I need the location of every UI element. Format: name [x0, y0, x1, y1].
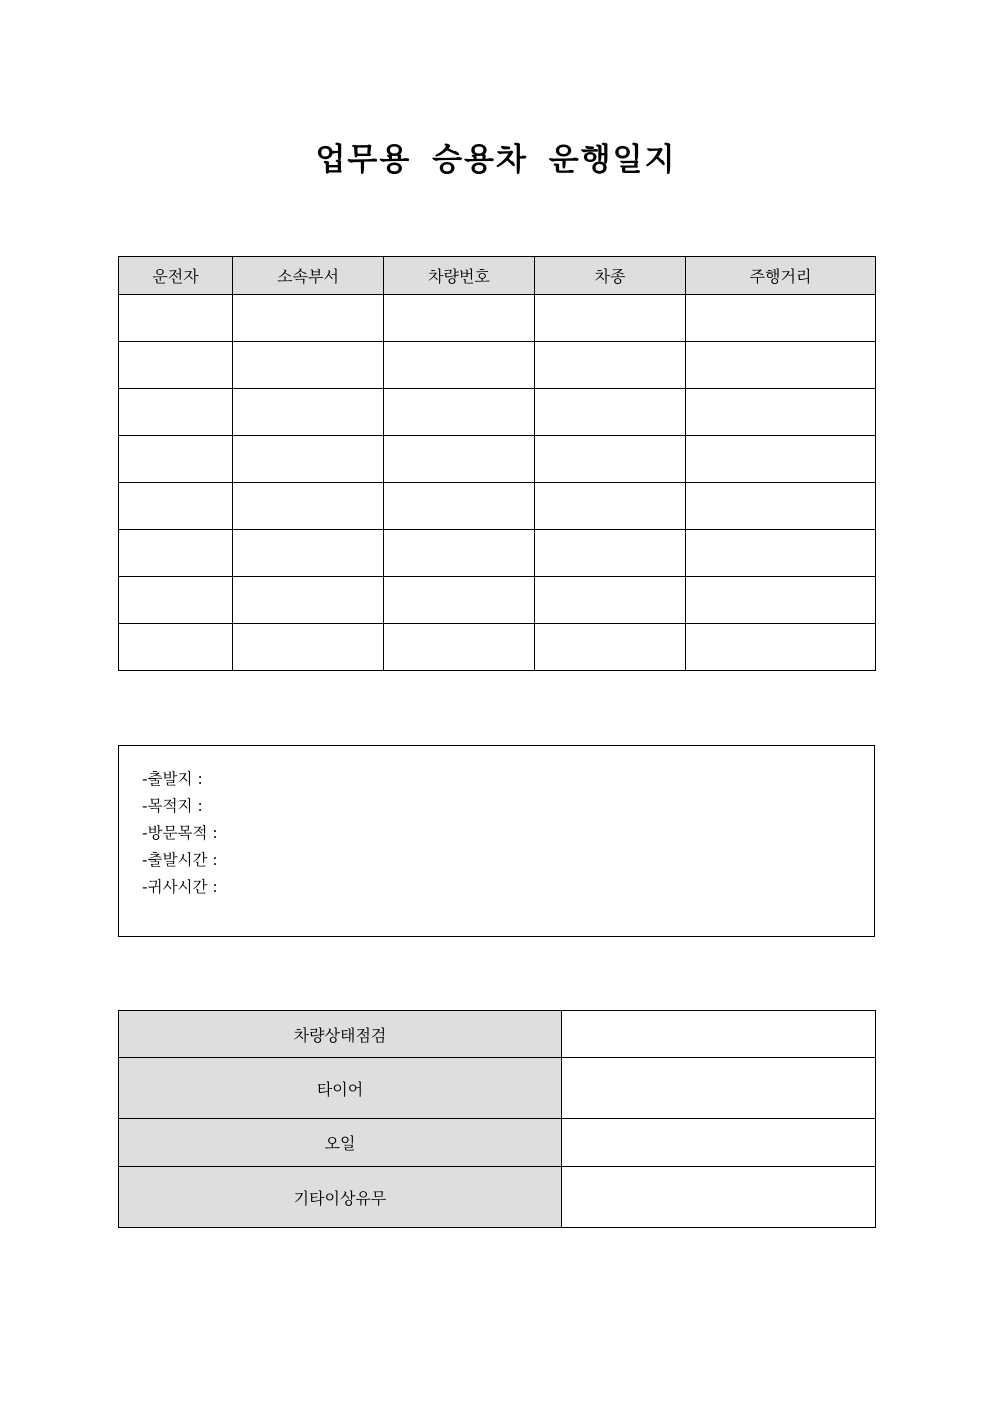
- driver-cell[interactable]: [119, 483, 233, 530]
- vehicle-log-table: [118, 256, 876, 671]
- department-cell[interactable]: [233, 530, 384, 577]
- department-cell[interactable]: [233, 483, 384, 530]
- inspection-value-vehicle-status[interactable]: [562, 1011, 876, 1058]
- inspection-label-tire: 타이어: [119, 1058, 562, 1119]
- driver-cell[interactable]: [119, 577, 233, 624]
- vehicle-type-cell[interactable]: [535, 483, 686, 530]
- vehicle-number-cell[interactable]: [384, 436, 535, 483]
- vehicle-type-cell[interactable]: [535, 389, 686, 436]
- header-mileage: 주행거리: [686, 257, 876, 295]
- driver-cell[interactable]: [119, 624, 233, 671]
- table-row: [119, 1058, 876, 1119]
- header-vehicle-number: 차량번호: [384, 257, 535, 295]
- mileage-cell[interactable]: [686, 389, 876, 436]
- inspection-label-vehicle-status: 차량상태점검: [119, 1011, 562, 1058]
- table-row: [119, 342, 876, 389]
- mileage-cell[interactable]: [686, 342, 876, 389]
- destination-label: -목적지 :: [142, 797, 203, 815]
- trip-info-list: [119, 746, 874, 901]
- table-row: [119, 483, 876, 530]
- header-driver: 운전자: [119, 257, 233, 295]
- page-title: 업무용 승용차 운행일지: [315, 142, 677, 178]
- inspection-label-other-issues: 기타이상유무: [119, 1167, 562, 1228]
- inspection-value-tire[interactable]: [562, 1058, 876, 1119]
- departure-label: -출발지 :: [142, 770, 203, 788]
- inspection-label-oil: 오일: [119, 1119, 562, 1167]
- mileage-cell[interactable]: [686, 295, 876, 342]
- vehicle-type-cell[interactable]: [535, 624, 686, 671]
- vehicle-type-cell[interactable]: [535, 295, 686, 342]
- driver-cell[interactable]: [119, 295, 233, 342]
- vehicle-type-cell[interactable]: [535, 577, 686, 624]
- vehicle-number-cell[interactable]: [384, 530, 535, 577]
- table-row: [119, 389, 876, 436]
- inspection-value-other-issues[interactable]: [562, 1167, 876, 1228]
- driver-cell[interactable]: [119, 389, 233, 436]
- table-row: [119, 295, 876, 342]
- vehicle-inspection-table: [118, 1010, 876, 1228]
- return-time-label: -귀사시간 :: [142, 878, 218, 896]
- vehicle-number-cell[interactable]: [384, 342, 535, 389]
- department-cell[interactable]: [233, 624, 384, 671]
- mileage-cell[interactable]: [686, 624, 876, 671]
- table-row: [119, 1167, 876, 1228]
- department-cell[interactable]: [233, 389, 384, 436]
- header-department: 소속부서: [233, 257, 384, 295]
- vehicle-number-cell[interactable]: [384, 483, 535, 530]
- table-row: [119, 577, 876, 624]
- visit-purpose-label: -방문목적 :: [142, 824, 218, 842]
- table-row: [119, 530, 876, 577]
- table-header-row: [119, 257, 876, 295]
- header-vehicle-type: 차종: [535, 257, 686, 295]
- departure-time-label: -출발시간 :: [142, 851, 218, 869]
- vehicle-type-cell[interactable]: [535, 530, 686, 577]
- department-cell[interactable]: [233, 342, 384, 389]
- mileage-cell[interactable]: [686, 483, 876, 530]
- mileage-cell[interactable]: [686, 530, 876, 577]
- driver-cell[interactable]: [119, 342, 233, 389]
- vehicle-number-cell[interactable]: [384, 577, 535, 624]
- mileage-cell[interactable]: [686, 436, 876, 483]
- department-cell[interactable]: [233, 295, 384, 342]
- vehicle-number-cell[interactable]: [384, 295, 535, 342]
- inspection-value-oil[interactable]: [562, 1119, 876, 1167]
- mileage-cell[interactable]: [686, 577, 876, 624]
- department-cell[interactable]: [233, 577, 384, 624]
- vehicle-number-cell[interactable]: [384, 389, 535, 436]
- vehicle-type-cell[interactable]: [535, 436, 686, 483]
- table-row: [119, 436, 876, 483]
- driver-cell[interactable]: [119, 530, 233, 577]
- vehicle-number-cell[interactable]: [384, 624, 535, 671]
- vehicle-type-cell[interactable]: [535, 342, 686, 389]
- department-cell[interactable]: [233, 436, 384, 483]
- table-row: [119, 1011, 876, 1058]
- trip-info-box[interactable]: [118, 745, 875, 937]
- table-row: [119, 624, 876, 671]
- driver-cell[interactable]: [119, 436, 233, 483]
- table-row: [119, 1119, 876, 1167]
